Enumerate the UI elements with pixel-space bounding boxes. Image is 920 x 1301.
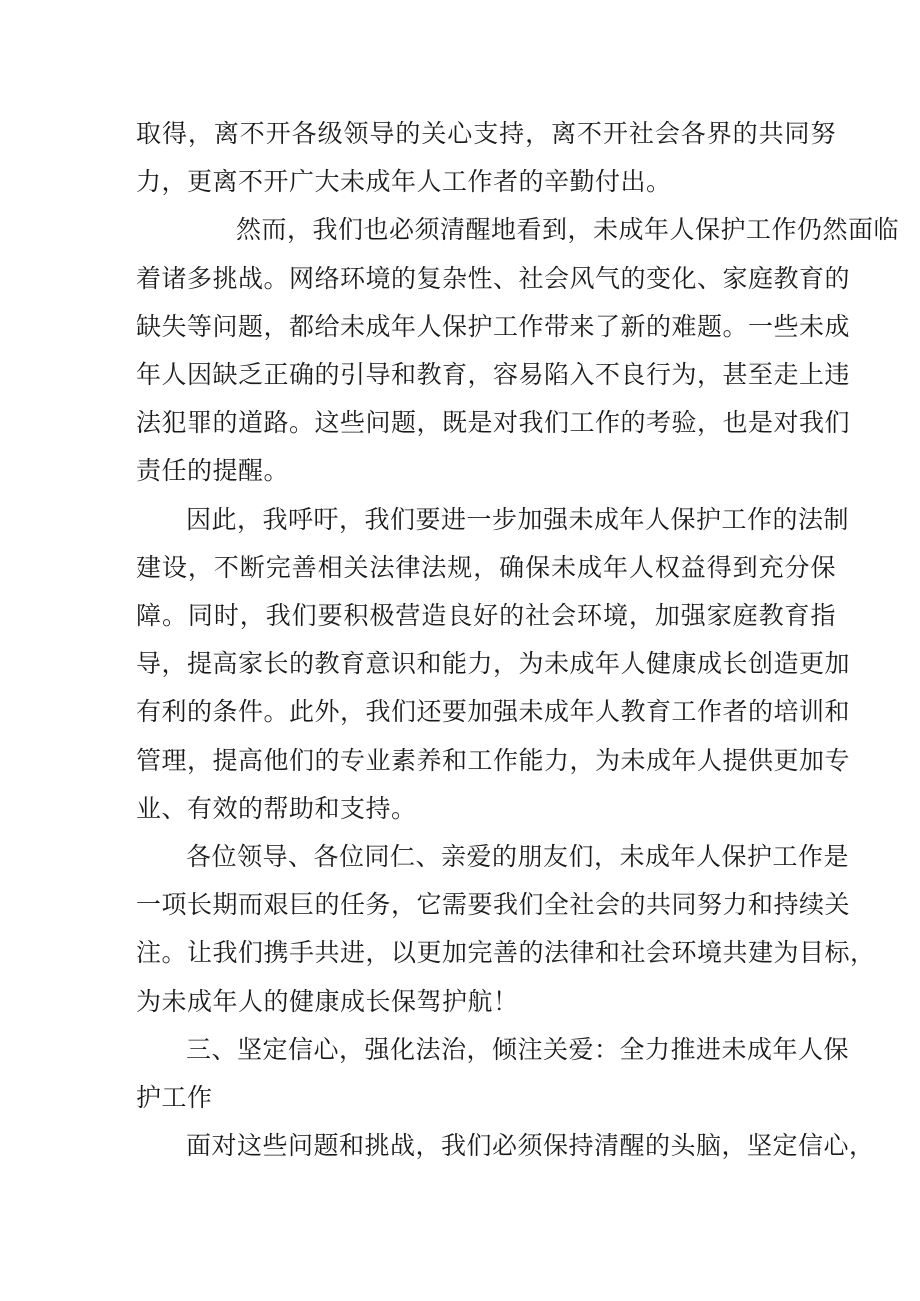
text-line: 导，提高家长的教育意识和能力，为未成年人健康成长创造更加 [136, 649, 851, 679]
text-line: 各位领导、各位同仁、亲爱的朋友们，未成年人保护工作是 [186, 842, 850, 872]
text-line: 一项长期而艰巨的任务，它需要我们全社会的共同努力和持续关 [136, 890, 851, 920]
text-line: 建设，不断完善相关法律法规，确保未成年人权益得到充分保 [136, 552, 836, 582]
text-line: 有利的条件。此外，我们还要加强未成年人教育工作者的培训和 [136, 697, 851, 727]
text-line: 业、有效的帮助和支持。 [136, 793, 417, 823]
paragraph-4 [136, 833, 876, 1026]
text-line: 三、坚定信心，强化法治，倾注关爱：全力推进未成年人保 [186, 1034, 850, 1064]
text-line: 护工作 [136, 1083, 213, 1113]
text-line: 为未成年人的健康成长保驾护航！ [136, 986, 519, 1016]
text-line: 法犯罪的道路。这些问题，既是对我们工作的考验，也是对我们 [136, 408, 851, 438]
section-heading [136, 1026, 850, 1122]
text-line: 责任的提醒。 [136, 456, 290, 486]
text-line: 缺失等问题，都给未成年人保护工作带来了新的难题。一些未成 [136, 311, 851, 341]
text-line: 取得，离不开各级领导的关心支持，离不开社会各界的共同努 [136, 119, 836, 148]
text-line: 管理，提高他们的专业素养和工作能力，为未成年人提供更加专 [136, 745, 851, 775]
paragraph-3 [136, 496, 851, 833]
paragraph-2 [136, 206, 900, 495]
document-body [136, 110, 900, 1170]
text-line: 力，更离不开广大未成年人工作者的辛勤付出。 [136, 167, 672, 197]
paragraph-1 [136, 110, 836, 206]
text-line: 因此，我呼吁，我们要进一步加强未成年人保护工作的法制 [186, 504, 850, 534]
paragraph-5 [136, 1122, 875, 1170]
text-line: 注。让我们携手共进，以更加完善的法律和社会环境共建为目标， [136, 938, 876, 968]
text-line: 面对这些问题和挑战，我们必须保持清醒的头脑，坚定信心， [186, 1131, 875, 1161]
text-line: 障。同时，我们要积极营造良好的社会环境，加强家庭教育指 [136, 601, 836, 631]
text-line: 年人因缺乏正确的引导和教育，容易陷入不良行为，甚至走上违 [136, 360, 851, 390]
text-line: 着诸多挑战。网络环境的复杂性、社会风气的变化、家庭教育的 [136, 263, 851, 293]
text-line: 然而，我们也必须清醒地看到，未成年人保护工作仍然面临 [236, 215, 900, 245]
